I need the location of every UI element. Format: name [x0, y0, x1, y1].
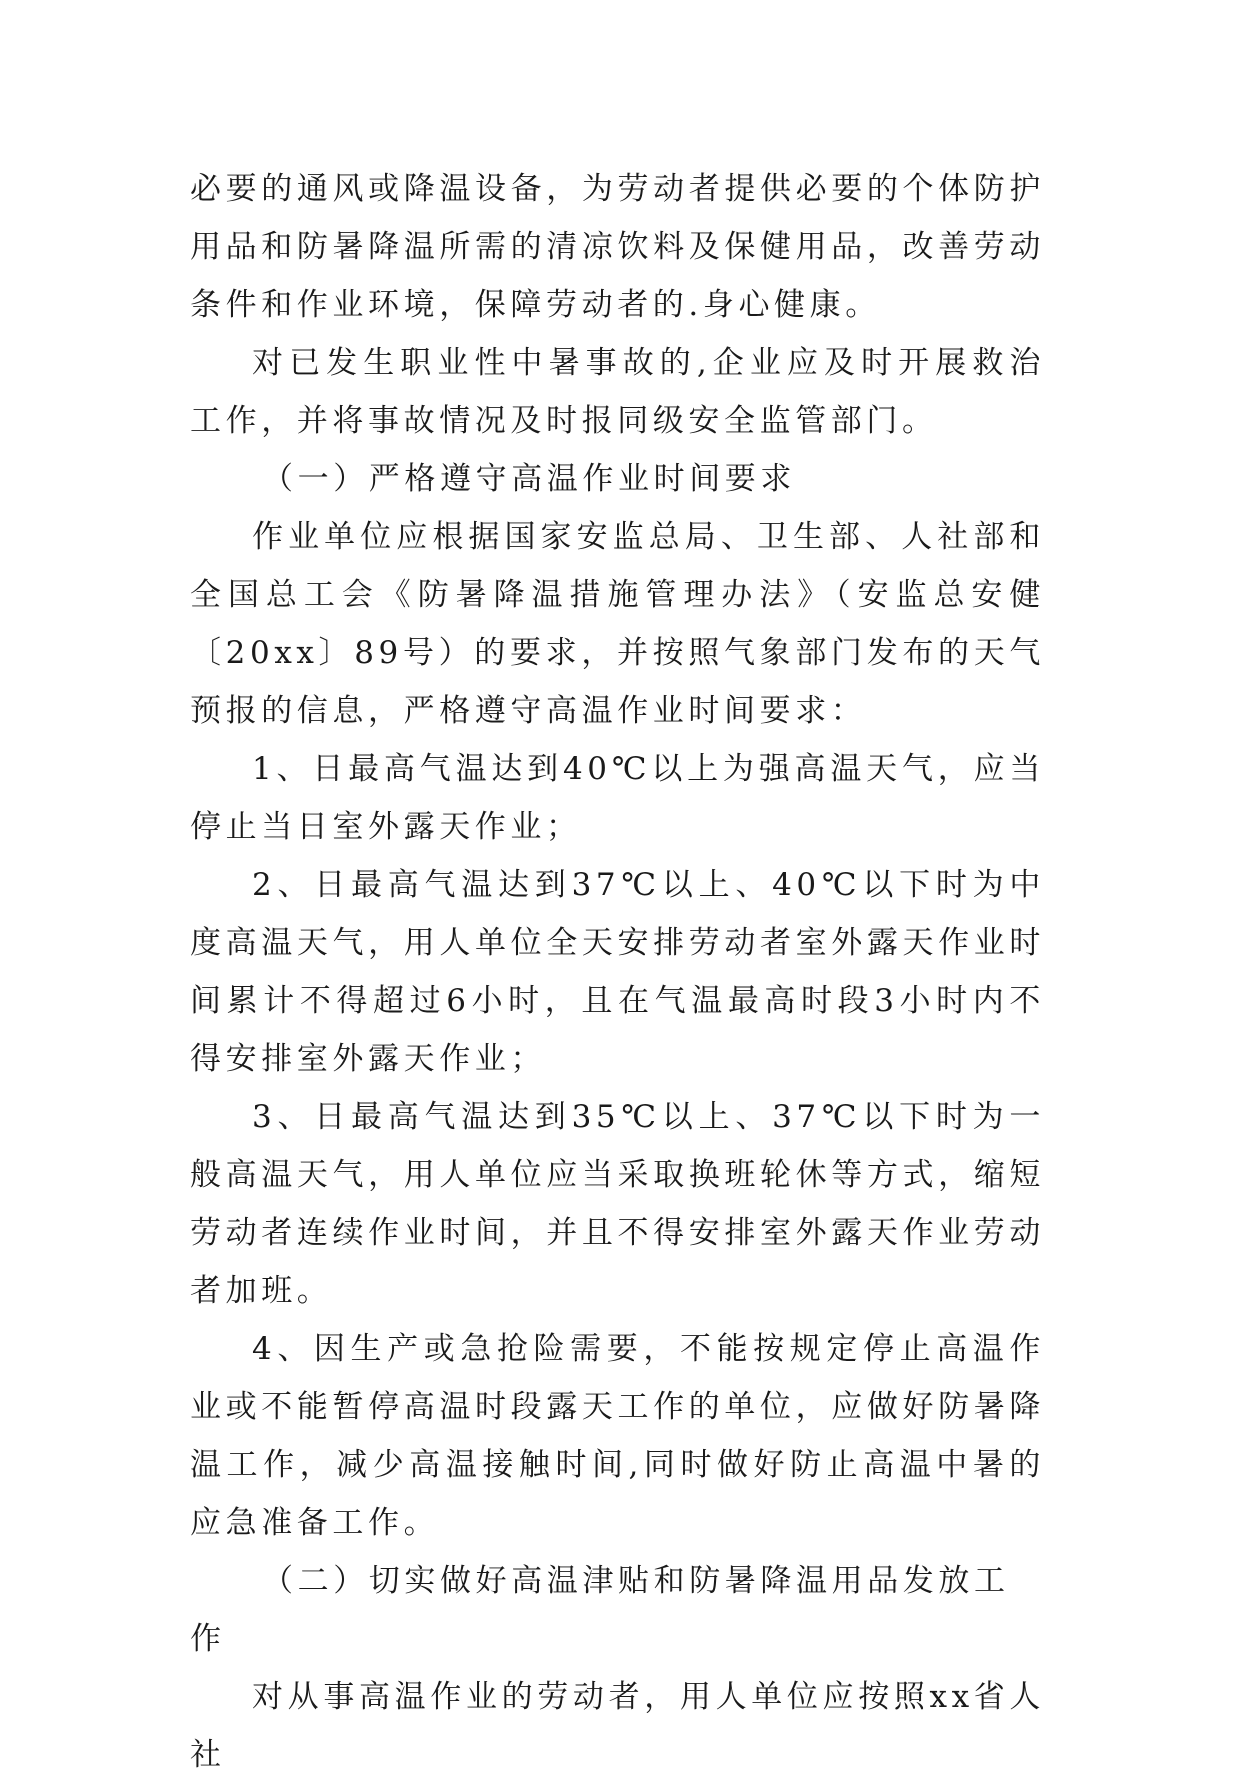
list-item-2: 2、日最高气温达到37℃以上、40℃以下时为中度高温天气，用人单位全天安排劳动者室外露天作业时间累计不得超过6小时，且在气温最高时段3小时内不得安排室外露天作业； — [190, 867, 1045, 1077]
list-item-4: 4、因生产或急抢险需要，不能按规定停止高温作业或不能暂停高温时段露天工作的单位，应做好防暑降温工作，减少高温接触时间,同时做好防止高温中暑的应急准备工作。 — [190, 1331, 1045, 1541]
document-body — [190, 160, 1045, 1784]
list-item-1: 1、日最高气温达到40℃以上为强高温天气，应当停止当日室外露天作业； — [190, 751, 1045, 845]
paragraph-allowance: 对从事高温作业的劳动者，用人单位应按照xx省人社 — [190, 1679, 1045, 1773]
list-item-3: 3、日最高气温达到35℃以上、37℃以下时为一般高温天气，用人单位应当采取换班轮休等方式，缩短劳动者连续作业时间，并且不得安排室外露天作业劳动者加班。 — [190, 1099, 1045, 1309]
paragraph-continuation: 必要的通风或降温设备，为劳动者提供必要的个体防护用品和防暑降温所需的清凉饮料及保健用品，改善劳动条件和作业环境，保障劳动者的.身心健康。 — [190, 171, 1045, 323]
paragraph-accident-handling: 对已发生职业性中暑事故的,企业应及时开展救治工作，并将事故情况及时报同级安全监管部门。 — [190, 345, 1045, 439]
section-heading-1: （一）严格遵守高温作业时间要求 — [262, 461, 796, 497]
paragraph-work-time-requirements: 作业单位应根据国家安监总局、卫生部、人社部和全国总工会《防暑降温措施管理办法》（安监总安健〔20xx〕89号）的要求，并按照气象部门发布的天气预报的信息，严格遵守高温作业时间要求： — [190, 519, 1045, 729]
section-heading-2: （二）切实做好高温津贴和防暑降温用品发放工作 — [190, 1563, 1010, 1657]
